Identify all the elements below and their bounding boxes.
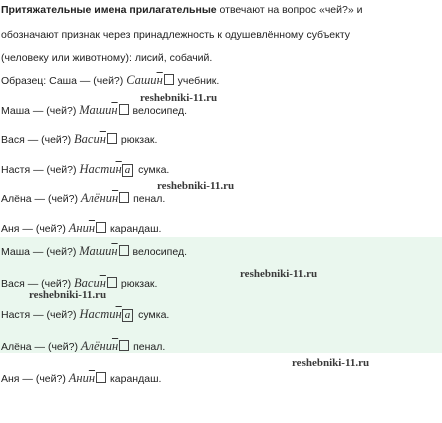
row-suffix: сумка. bbox=[135, 309, 170, 321]
row-word: Васин bbox=[74, 276, 106, 290]
row-prefix: Алёна — (чей?) bbox=[1, 341, 81, 353]
row-word: Анин bbox=[68, 371, 96, 385]
watermark: reshebniki-11.ru bbox=[292, 357, 370, 369]
intro-line-3: (человеку или животному): лисий, собачий. bbox=[1, 52, 213, 64]
example-line bbox=[1, 74, 219, 88]
filled-box-letter: а bbox=[122, 164, 134, 177]
empty-box-icon bbox=[107, 277, 117, 288]
row-word: Машин bbox=[79, 103, 118, 117]
row-prefix: Алёна — (чей?) bbox=[1, 193, 81, 205]
row-suffix: пенал. bbox=[130, 193, 166, 205]
row-prefix: Аня — (чей?) bbox=[1, 373, 69, 385]
example-word: Сашин bbox=[126, 73, 163, 87]
empty-box-icon bbox=[119, 192, 129, 203]
empty-box-icon bbox=[164, 74, 174, 85]
filled-box-letter: а bbox=[122, 309, 134, 322]
task-row bbox=[1, 222, 161, 236]
example-prefix: Образец: Саша — (чей?) bbox=[1, 75, 127, 87]
row-suffix: рюкзак. bbox=[117, 134, 158, 146]
row-suffix: карандаш. bbox=[107, 223, 162, 235]
row-prefix: Вася — (чей?) bbox=[1, 134, 75, 146]
row-prefix: Настя — (чей?) bbox=[1, 309, 80, 321]
task-row bbox=[1, 104, 187, 118]
task-row bbox=[1, 163, 169, 177]
answer-row bbox=[1, 245, 187, 259]
row-prefix: Вася — (чей?) bbox=[1, 278, 75, 290]
empty-box-icon bbox=[119, 104, 129, 115]
row-word: Алёнин bbox=[80, 191, 119, 205]
row-word: Настин bbox=[79, 162, 122, 176]
watermark: reshebniki-11.ru bbox=[29, 289, 107, 301]
row-word: Настин bbox=[79, 307, 122, 321]
row-word: Алёнин bbox=[80, 339, 119, 353]
row-suffix: пенал. bbox=[130, 341, 166, 353]
row-word: Анин bbox=[68, 221, 96, 235]
answer-row bbox=[1, 372, 161, 386]
answer-row bbox=[1, 308, 169, 322]
row-suffix: рюкзак. bbox=[117, 278, 158, 290]
watermark: reshebniki-11.ru bbox=[157, 180, 235, 192]
answer-row bbox=[1, 340, 165, 354]
empty-box-icon bbox=[96, 372, 106, 383]
task-row bbox=[1, 192, 165, 206]
empty-box-icon bbox=[96, 222, 106, 233]
row-prefix: Маша — (чей?) bbox=[1, 246, 80, 258]
intro-bold-term: Притяжательные имена прилагательные bbox=[1, 4, 217, 16]
watermark: reshebniki-11.ru bbox=[240, 268, 318, 280]
empty-box-icon bbox=[119, 340, 129, 351]
row-suffix: карандаш. bbox=[107, 373, 162, 385]
intro-line-1-rest: отвечают на вопрос «чей?» и bbox=[216, 4, 363, 16]
empty-box-icon bbox=[107, 133, 117, 144]
task-row bbox=[1, 133, 157, 147]
row-suffix: велосипед. bbox=[129, 105, 188, 117]
row-suffix: сумка. bbox=[135, 164, 170, 176]
row-word: Машин bbox=[79, 244, 118, 258]
empty-box-icon bbox=[119, 245, 129, 256]
intro-line-1 bbox=[1, 4, 362, 17]
watermark: reshebniki-11.ru bbox=[140, 92, 218, 104]
row-prefix: Маша — (чей?) bbox=[1, 105, 80, 117]
row-suffix: велосипед. bbox=[129, 246, 188, 258]
row-prefix: Настя — (чей?) bbox=[1, 164, 80, 176]
intro-line-2: обозначают признак через принадлежность к одушевлённому субъекту bbox=[1, 29, 351, 41]
row-prefix: Аня — (чей?) bbox=[1, 223, 69, 235]
row-word: Васин bbox=[74, 132, 106, 146]
example-suffix: учебник. bbox=[174, 75, 220, 87]
